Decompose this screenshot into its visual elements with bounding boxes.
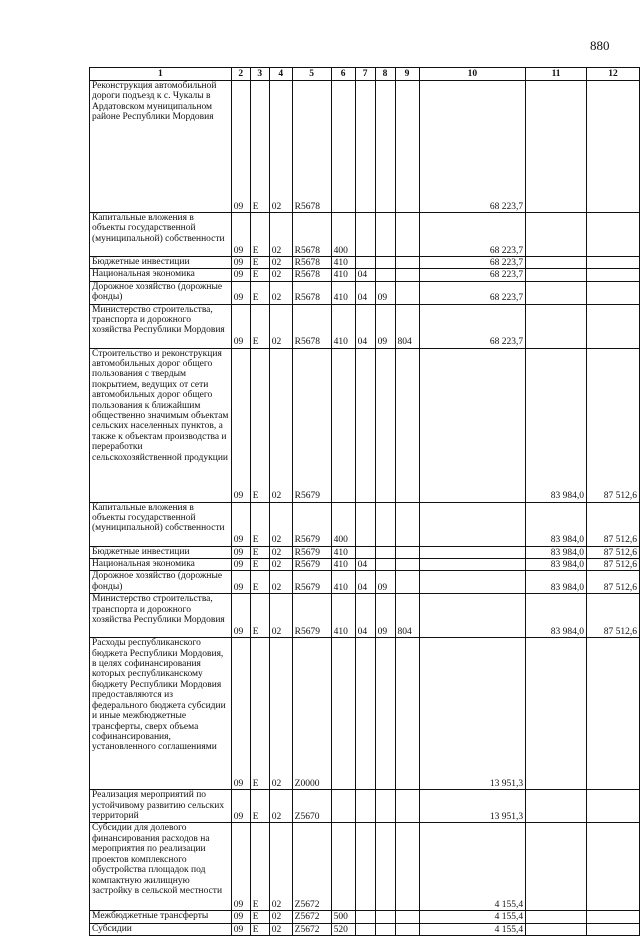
table-cell: 09 <box>231 823 250 911</box>
table-cell: 4 155,4 <box>419 823 526 911</box>
table-row <box>90 638 640 790</box>
table-cell: 87 512,6 <box>587 502 640 546</box>
table-cell <box>331 790 355 823</box>
table-cell: 87 512,6 <box>587 571 640 594</box>
table-header <box>90 68 640 81</box>
table-cell: Z5672 <box>292 923 331 935</box>
table-body <box>90 81 640 936</box>
table-cell: Е <box>250 269 269 281</box>
table-cell: Е <box>250 638 269 790</box>
table-cell: 02 <box>269 269 292 281</box>
column-header: 10 <box>419 68 526 81</box>
table-cell: 02 <box>269 911 292 923</box>
table-cell: 09 <box>231 571 250 594</box>
table-cell: 09 <box>231 348 250 502</box>
table-cell: 410 <box>331 546 355 558</box>
table-cell: Е <box>250 571 269 594</box>
row-description: Расходы республиканского бюджета Республики Мордовия, в целях софинансирования которых республиканскому бюджету Республики Мордовия предоставляются из федерального бюджета субсидии и иные межбюджетные трансферты, сверх объема софинансирования, установленного соглашениями <box>90 638 232 790</box>
table-cell <box>395 81 419 213</box>
column-header: 9 <box>395 68 419 81</box>
table-cell: 09 <box>231 281 250 304</box>
table-cell: 83 984,0 <box>526 348 587 502</box>
table-cell <box>587 304 640 348</box>
table-cell <box>526 304 587 348</box>
table-cell: 09 <box>231 546 250 558</box>
table-cell: Е <box>250 281 269 304</box>
table-cell <box>526 257 587 269</box>
table-cell: 02 <box>269 304 292 348</box>
table-cell <box>375 638 395 790</box>
table-cell: 87 512,6 <box>587 348 640 502</box>
row-description: Дорожное хозяйство (дорожные фонды) <box>90 281 232 304</box>
budget-table <box>89 67 640 936</box>
table-cell: 04 <box>355 281 375 304</box>
table-cell <box>419 502 526 546</box>
row-description: Строительство и реконструкция автомобильных дорог общего пользования с твердым покрытием, ведущих от сети автомобильных дорог общего пользования к ближайшим общественно значимым объектам сельских населенных пунктов, а также к объектам производства и переработки сельскохозяйственной продукции <box>90 348 232 502</box>
table-row <box>90 213 640 257</box>
table-cell: 400 <box>331 213 355 257</box>
table-cell: 13 951,3 <box>419 638 526 790</box>
table-cell: 4 155,4 <box>419 923 526 935</box>
table-cell: 02 <box>269 559 292 571</box>
table-cell: 83 984,0 <box>526 571 587 594</box>
table-cell: 410 <box>331 594 355 638</box>
table-cell <box>587 257 640 269</box>
table-row <box>90 348 640 502</box>
column-header: 5 <box>292 68 331 81</box>
row-description: Капитальные вложения в объекты государственной (муниципальной) собственности <box>90 502 232 546</box>
table-cell <box>526 638 587 790</box>
table-cell: R5678 <box>292 304 331 348</box>
table-cell <box>355 257 375 269</box>
table-cell <box>355 348 375 502</box>
column-header: 12 <box>587 68 640 81</box>
table-cell: 13 951,3 <box>419 790 526 823</box>
table-cell: 02 <box>269 594 292 638</box>
table-cell: Е <box>250 257 269 269</box>
table-row <box>90 257 640 269</box>
table-cell: 68 223,7 <box>419 213 526 257</box>
row-description: Капитальные вложения в объекты государственной (муниципальной) собственности <box>90 213 232 257</box>
table-row <box>90 790 640 823</box>
table-cell <box>375 81 395 213</box>
row-description: Министерство строительства, транспорта и дорожного хозяйства Республики Мордовия <box>90 304 232 348</box>
table-row <box>90 823 640 911</box>
table-cell: 04 <box>355 571 375 594</box>
table-cell: 09 <box>231 923 250 935</box>
table-cell: 400 <box>331 502 355 546</box>
table-cell <box>526 81 587 213</box>
table-cell <box>526 269 587 281</box>
table-cell <box>355 213 375 257</box>
table-cell: 87 512,6 <box>587 559 640 571</box>
table-cell: 68 223,7 <box>419 281 526 304</box>
table-cell <box>331 638 355 790</box>
table-cell: 410 <box>331 269 355 281</box>
table-cell <box>395 911 419 923</box>
table-cell <box>587 923 640 935</box>
table-cell: Z5670 <box>292 790 331 823</box>
table-cell <box>331 348 355 502</box>
table-cell <box>587 638 640 790</box>
table-cell <box>375 269 395 281</box>
table-row <box>90 304 640 348</box>
table-cell <box>375 348 395 502</box>
table-cell: R5678 <box>292 281 331 304</box>
table-cell <box>331 81 355 213</box>
table-cell: 02 <box>269 257 292 269</box>
table-cell: Е <box>250 923 269 935</box>
table-cell: 09 <box>231 790 250 823</box>
table-cell: R5678 <box>292 81 331 213</box>
table-cell <box>419 559 526 571</box>
table-cell: 410 <box>331 559 355 571</box>
table-cell: Е <box>250 213 269 257</box>
row-description: Национальная экономика <box>90 559 232 571</box>
table-cell <box>355 81 375 213</box>
column-header: 3 <box>250 68 269 81</box>
table-cell <box>587 213 640 257</box>
table-cell <box>331 823 355 911</box>
column-header: 7 <box>355 68 375 81</box>
table-cell: 09 <box>231 81 250 213</box>
table-cell <box>395 269 419 281</box>
table-cell: R5678 <box>292 257 331 269</box>
table-cell: 09 <box>231 257 250 269</box>
table-cell: 02 <box>269 823 292 911</box>
table-cell <box>355 823 375 911</box>
table-cell: 83 984,0 <box>526 559 587 571</box>
table-cell: 09 <box>231 502 250 546</box>
table-row <box>90 923 640 935</box>
header-row <box>90 68 640 81</box>
table-cell: 02 <box>269 213 292 257</box>
table-cell <box>587 269 640 281</box>
table-cell: 83 984,0 <box>526 502 587 546</box>
table-cell <box>526 911 587 923</box>
table-cell: 02 <box>269 348 292 502</box>
table-cell: Е <box>250 790 269 823</box>
table-cell: Е <box>250 81 269 213</box>
table-cell: 04 <box>355 269 375 281</box>
row-description: Субсидии <box>90 923 232 935</box>
table-cell: 02 <box>269 81 292 213</box>
table-row <box>90 281 640 304</box>
column-header: 6 <box>331 68 355 81</box>
table-cell <box>375 257 395 269</box>
table-cell: 500 <box>331 911 355 923</box>
table-cell: Е <box>250 348 269 502</box>
row-description: Бюджетные инвестиции <box>90 257 232 269</box>
column-header: 1 <box>90 68 232 81</box>
row-description: Дорожное хозяйство (дорожные фонды) <box>90 571 232 594</box>
column-header: 4 <box>269 68 292 81</box>
table-cell: Е <box>250 823 269 911</box>
table-cell <box>355 923 375 935</box>
table-cell: Е <box>250 911 269 923</box>
table-cell: 09 <box>375 571 395 594</box>
table-cell <box>355 911 375 923</box>
table-cell: R5679 <box>292 348 331 502</box>
table-cell <box>395 348 419 502</box>
table-cell: 09 <box>231 304 250 348</box>
table-cell: 02 <box>269 638 292 790</box>
table-cell <box>587 911 640 923</box>
table-cell <box>395 638 419 790</box>
table-cell <box>375 823 395 911</box>
table-cell: 04 <box>355 594 375 638</box>
table-cell: 410 <box>331 281 355 304</box>
table-cell <box>355 790 375 823</box>
table-cell: Е <box>250 559 269 571</box>
table-cell: R5679 <box>292 594 331 638</box>
table-cell <box>395 559 419 571</box>
row-description: Реализация мероприятий по устойчивому развитию сельских территорий <box>90 790 232 823</box>
table-row <box>90 594 640 638</box>
table-cell <box>587 790 640 823</box>
table-cell: R5678 <box>292 269 331 281</box>
table-row <box>90 269 640 281</box>
column-header: 8 <box>375 68 395 81</box>
table-cell: 87 512,6 <box>587 594 640 638</box>
table-cell <box>526 790 587 823</box>
table-cell <box>355 638 375 790</box>
table-cell <box>526 823 587 911</box>
row-description: Национальная экономика <box>90 269 232 281</box>
table-row <box>90 571 640 594</box>
table-cell: 02 <box>269 502 292 546</box>
row-description: Реконструкция автомобильной дороги подъезд к с. Чукалы в Ардатовском муниципальном районе Республики Мордовия <box>90 81 232 213</box>
table-row <box>90 81 640 213</box>
table-cell: 02 <box>269 923 292 935</box>
row-description: Субсидии для долевого финансирования расходов на мероприятия по реализации проектов комплексного обустройства площадок под компактную жилищную застройку в сельской местности <box>90 823 232 911</box>
table-cell <box>375 923 395 935</box>
table-cell: 410 <box>331 304 355 348</box>
table-cell: 09 <box>231 638 250 790</box>
table-cell <box>419 594 526 638</box>
table-cell <box>526 923 587 935</box>
table-row <box>90 559 640 571</box>
table-cell <box>375 546 395 558</box>
table-cell: 02 <box>269 571 292 594</box>
page-number: 880 <box>590 38 610 53</box>
table-row <box>90 911 640 923</box>
table-cell <box>375 213 395 257</box>
table-cell: 09 <box>231 269 250 281</box>
table-cell <box>587 81 640 213</box>
table-cell: Е <box>250 502 269 546</box>
table-cell <box>355 502 375 546</box>
table-cell: 09 <box>231 594 250 638</box>
table-cell <box>395 923 419 935</box>
table-cell: 09 <box>231 911 250 923</box>
table-cell <box>395 571 419 594</box>
table-cell: 68 223,7 <box>419 269 526 281</box>
table-cell: 68 223,7 <box>419 81 526 213</box>
table-cell: 09 <box>231 213 250 257</box>
table-cell <box>587 823 640 911</box>
table-cell: 02 <box>269 281 292 304</box>
column-header: 11 <box>526 68 587 81</box>
table-cell: 68 223,7 <box>419 304 526 348</box>
table-cell: R5679 <box>292 502 331 546</box>
table-cell: R5678 <box>292 213 331 257</box>
table-cell: Z5672 <box>292 823 331 911</box>
table-cell: 09 <box>375 304 395 348</box>
table-cell <box>419 348 526 502</box>
table-cell <box>395 257 419 269</box>
table-cell <box>375 502 395 546</box>
table-cell <box>395 790 419 823</box>
row-description: Министерство строительства, транспорта и дорожного хозяйства Республики Мордовия <box>90 594 232 638</box>
table-cell: Z5672 <box>292 911 331 923</box>
table-cell: 410 <box>331 257 355 269</box>
table-cell <box>355 546 375 558</box>
table-cell <box>375 559 395 571</box>
table-cell: 410 <box>331 571 355 594</box>
column-header: 2 <box>231 68 250 81</box>
table-cell: Е <box>250 546 269 558</box>
table-cell: 83 984,0 <box>526 594 587 638</box>
table-cell: R5679 <box>292 546 331 558</box>
table-cell: 04 <box>355 559 375 571</box>
table-cell: 520 <box>331 923 355 935</box>
table-cell: 09 <box>375 281 395 304</box>
table-cell <box>395 213 419 257</box>
table-cell <box>375 790 395 823</box>
table-cell: R5679 <box>292 559 331 571</box>
table-cell <box>526 281 587 304</box>
table-cell <box>395 502 419 546</box>
table-cell <box>395 823 419 911</box>
table-cell: Е <box>250 304 269 348</box>
table-cell: 09 <box>231 559 250 571</box>
table-cell <box>375 911 395 923</box>
table-cell <box>395 546 419 558</box>
table-cell: 83 984,0 <box>526 546 587 558</box>
table-cell: 02 <box>269 546 292 558</box>
table-cell <box>419 571 526 594</box>
table-cell: 09 <box>375 594 395 638</box>
table-row <box>90 502 640 546</box>
row-description: Межбюджетные трансферты <box>90 911 232 923</box>
table-row <box>90 546 640 558</box>
table-cell: 02 <box>269 790 292 823</box>
table-cell <box>587 281 640 304</box>
table-cell <box>395 281 419 304</box>
table-cell: Е <box>250 594 269 638</box>
table-cell <box>419 546 526 558</box>
table-cell: 68 223,7 <box>419 257 526 269</box>
table-cell: R5679 <box>292 571 331 594</box>
row-description: Бюджетные инвестиции <box>90 546 232 558</box>
table-cell: 87 512,6 <box>587 546 640 558</box>
table-cell: Z0000 <box>292 638 331 790</box>
table-cell: 04 <box>355 304 375 348</box>
table-cell <box>526 213 587 257</box>
table-cell: 4 155,4 <box>419 911 526 923</box>
table-cell: 804 <box>395 594 419 638</box>
table-cell: 804 <box>395 304 419 348</box>
